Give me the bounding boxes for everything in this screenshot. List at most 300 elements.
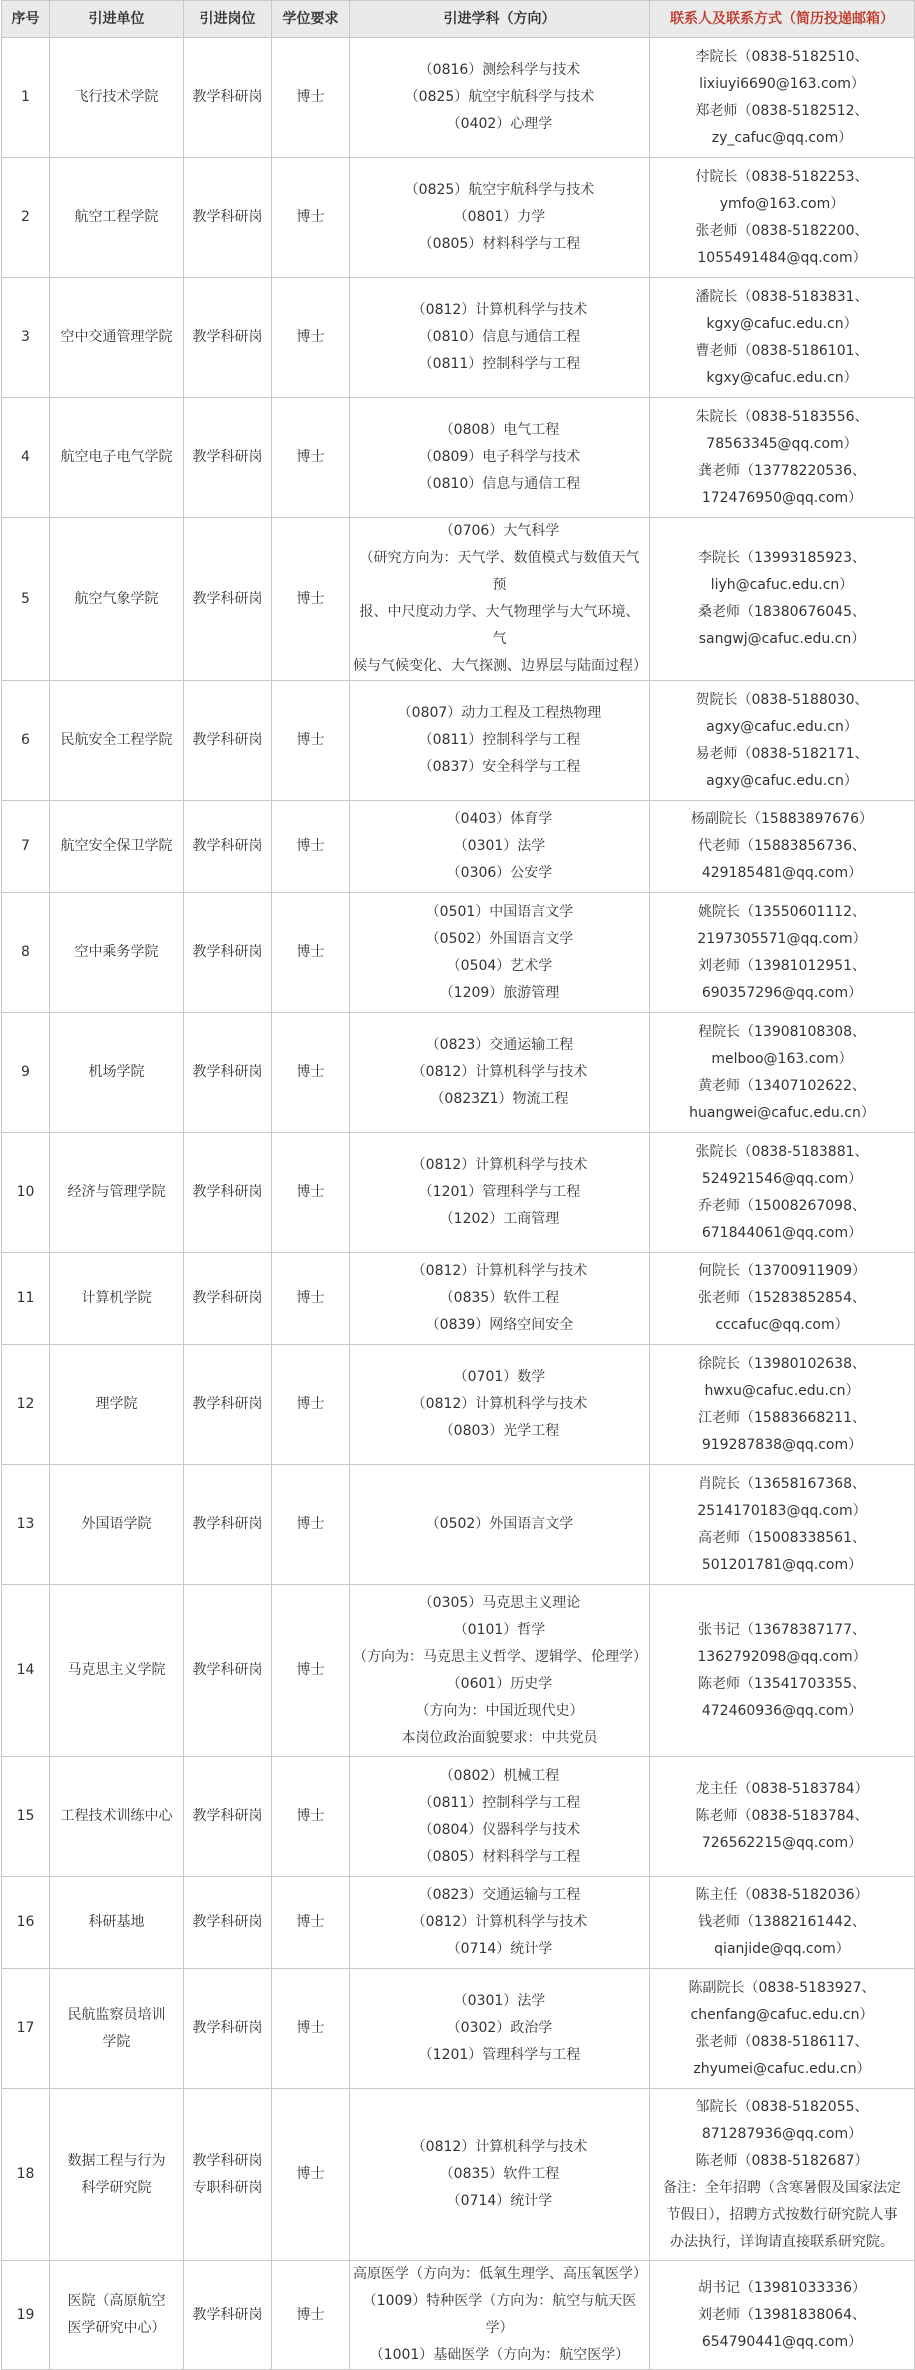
- subject-line: 本岗位政治面貌要求：中共党员: [401, 1729, 598, 1746]
- subject-line: （0802）机械工程: [439, 1767, 560, 1784]
- contact-line: chenfang@cafuc.edu.cn）: [690, 2006, 874, 2023]
- contact-line: lixiuyi6690@163.com）: [699, 75, 865, 92]
- subjects-cell: [350, 1253, 650, 1345]
- contact-line: 张老师（0838-5182200、: [695, 222, 869, 239]
- degree-cell: 博士: [272, 1757, 350, 1877]
- table-row: [2, 158, 915, 278]
- unit-cell: [50, 1465, 184, 1585]
- unit-line: 民航安全工程学院: [60, 732, 173, 748]
- header-no: 序号: [2, 1, 50, 38]
- post-cell: [184, 2261, 272, 2370]
- subject-line: （0811）控制科学与工程: [418, 1794, 581, 1811]
- contacts-cell: [650, 1585, 915, 1757]
- subject-line: （0812）计算机科学与技术: [411, 302, 588, 318]
- header-degree: 学位要求: [272, 1, 350, 38]
- table-row: [2, 1013, 915, 1133]
- unit-line: 飞行技术学院: [74, 89, 159, 105]
- table-row: [2, 1585, 915, 1757]
- post-cell: [184, 1133, 272, 1253]
- degree-cell: 博士: [272, 398, 350, 518]
- row-number: 9: [2, 1013, 50, 1133]
- contact-line: 524921546@qq.com）: [701, 1170, 863, 1187]
- contact-line: 501201781@qq.com）: [701, 1556, 863, 1573]
- post-cell: [184, 38, 272, 158]
- contact-line: 陈主任（0838-5182036）: [695, 1887, 869, 1903]
- subject-line: 候与气候变化、大气探测、边界层与陆面过程）: [353, 658, 647, 674]
- post-line: 教学科研岗: [192, 590, 263, 607]
- post-line: 教学科研岗: [192, 2152, 263, 2169]
- unit-cell: [50, 1877, 184, 1969]
- subjects-cell: [350, 1133, 650, 1253]
- contact-line: 刘老师（13981838064、: [698, 2306, 866, 2323]
- subject-line: （0816）测绘科学与技术: [418, 62, 581, 78]
- unit-cell: [50, 1013, 184, 1133]
- subject-line: （0823）交通运输工程: [425, 1037, 574, 1053]
- subject-line: （1001）基础医学（方向为：航空医学）: [369, 2347, 630, 2363]
- unit-cell: [50, 398, 184, 518]
- post-line: 教学科研岗: [192, 2306, 263, 2323]
- post-line: 教学科研岗: [192, 1808, 263, 1824]
- subject-line: （0803）光学工程: [439, 1423, 560, 1439]
- degree-cell: 博士: [272, 38, 350, 158]
- degree-cell: 博士: [272, 1465, 350, 1585]
- table-row: [2, 398, 915, 518]
- subject-line: （0403）体育学: [446, 811, 553, 827]
- degree-cell: 博士: [272, 1345, 350, 1465]
- subjects-cell: [350, 518, 650, 681]
- subjects-cell: [350, 278, 650, 398]
- contacts-cell: [650, 1345, 915, 1465]
- row-number: 7: [2, 801, 50, 893]
- subjects-cell: [350, 1969, 650, 2089]
- table-row: [2, 1877, 915, 1969]
- subject-line: （0812）计算机科学与技术: [411, 1157, 588, 1173]
- contact-line: 邹院长（0838-5182055、: [695, 2098, 869, 2115]
- subject-line: （0502）外国语言文学: [425, 1516, 574, 1532]
- subject-line: （0501）中国语言文学: [425, 903, 574, 920]
- subject-line: （0823Z1）物流工程: [430, 1091, 569, 1107]
- contacts-cell: [650, 158, 915, 278]
- subject-line: （0801）力学: [453, 209, 546, 225]
- post-cell: [184, 681, 272, 801]
- header-contacts: 联系人及联系方式（简历投递邮箱）: [650, 1, 915, 38]
- table-row: [2, 1345, 915, 1465]
- degree-cell: 博士: [272, 1877, 350, 1969]
- contact-line: 何院长（13700911909）: [698, 1263, 866, 1279]
- post-line: 教学科研岗: [192, 449, 263, 465]
- contacts-cell: [650, 1133, 915, 1253]
- subject-line: （0601）历史学: [446, 1675, 553, 1692]
- unit-cell: [50, 2089, 184, 2261]
- subject-line: （0302）政治学: [446, 2020, 553, 2036]
- unit-line: 医学研究中心）: [67, 2320, 166, 2336]
- post-cell: [184, 1757, 272, 1877]
- subject-line: （0504）艺术学: [446, 957, 553, 974]
- contacts-cell: [650, 1969, 915, 2089]
- subjects-cell: [350, 158, 650, 278]
- unit-line: 航空电子电气学院: [60, 449, 173, 465]
- post-line: 教学科研岗: [192, 329, 263, 345]
- subject-line: （0825）航空宇航科学与技术: [404, 89, 595, 105]
- unit-cell: [50, 1969, 184, 2089]
- subject-line: （0807）动力工程及工程热物理: [397, 705, 602, 721]
- row-number: 12: [2, 1345, 50, 1465]
- contacts-cell: [650, 2261, 915, 2370]
- subjects-cell: [350, 2089, 650, 2261]
- subjects-cell: [350, 893, 650, 1013]
- contact-line: 李院长（0838-5182510、: [695, 48, 869, 65]
- contact-line: 172476950@qq.com）: [701, 489, 863, 506]
- contacts-cell: [650, 1013, 915, 1133]
- row-number: 8: [2, 893, 50, 1013]
- degree-cell: 博士: [272, 1585, 350, 1757]
- post-cell: [184, 1465, 272, 1585]
- contact-line: 易老师（0838-5182171、: [695, 745, 869, 762]
- contact-line: 付院长（0838-5182253、: [695, 168, 869, 185]
- subject-line: （0402）心理学: [446, 116, 553, 132]
- unit-cell: [50, 1757, 184, 1877]
- contacts-cell: [650, 278, 915, 398]
- post-line: 教学科研岗: [192, 1064, 263, 1080]
- contacts-cell: [650, 1757, 915, 1877]
- unit-cell: [50, 1585, 184, 1757]
- subjects-cell: [350, 801, 650, 893]
- contact-line: cccafuc@qq.com）: [715, 1317, 849, 1333]
- degree-cell: 博士: [272, 1969, 350, 2089]
- contacts-cell: [650, 518, 915, 681]
- contact-line: melboo@163.com）: [711, 1050, 853, 1067]
- subject-line: （0812）计算机科学与技术: [411, 1263, 588, 1279]
- post-cell: [184, 158, 272, 278]
- table-row: [2, 1253, 915, 1345]
- header-post: 引进岗位: [184, 1, 272, 38]
- unit-line: 经济与管理学院: [67, 1184, 166, 1200]
- subjects-cell: [350, 1757, 650, 1877]
- contact-line: kgxy@cafuc.edu.cn）: [706, 315, 858, 332]
- subject-line: 高原医学（方向为：低氧生理学、高压氧医学）: [353, 2266, 647, 2282]
- row-number: 19: [2, 2261, 50, 2370]
- table-row: [2, 38, 915, 158]
- unit-line: 计算机学院: [81, 1290, 152, 1306]
- subject-line: （0812）计算机科学与技术: [411, 1396, 588, 1412]
- subjects-cell: [350, 681, 650, 801]
- subject-line: （1009）特种医学（方向为：航空与航天医学）: [362, 2293, 637, 2336]
- row-number: 10: [2, 1133, 50, 1253]
- contact-line: 429185481@qq.com）: [701, 865, 863, 881]
- subject-line: （0301）法学: [453, 1993, 546, 2009]
- post-line: 教学科研岗: [192, 1662, 263, 1678]
- unit-line: 机场学院: [88, 1064, 145, 1080]
- degree-cell: 博士: [272, 681, 350, 801]
- contact-line: 徐院长（13980102638、: [698, 1355, 866, 1372]
- subject-line: （0811）控制科学与工程: [418, 356, 581, 372]
- table-row: [2, 1465, 915, 1585]
- contact-line: zy_cafuc@qq.com）: [711, 129, 853, 146]
- unit-cell: [50, 893, 184, 1013]
- degree-cell: 博士: [272, 2261, 350, 2370]
- subject-line: （方向为：马克思主义哲学、逻辑学、伦理学）: [353, 1648, 647, 1665]
- subject-line: （0805）材料科学与工程: [418, 236, 581, 252]
- post-cell: [184, 801, 272, 893]
- contact-line: 78563345@qq.com）: [706, 435, 858, 452]
- contact-line: qianjide@qq.com）: [714, 1941, 850, 1957]
- subject-line: （0823）交通运输与工程: [418, 1887, 581, 1903]
- subjects-cell: [350, 1465, 650, 1585]
- subject-line: （0837）安全科学与工程: [418, 759, 581, 775]
- contact-line: 654790441@qq.com）: [701, 2333, 863, 2350]
- contact-line: 程院长（13908108308、: [698, 1023, 866, 1040]
- subject-line: （0101）哲学: [453, 1621, 546, 1638]
- subject-line: （1209）旅游管理: [439, 984, 560, 1001]
- post-cell: [184, 2089, 272, 2261]
- subject-line: （0301）法学: [453, 838, 546, 854]
- recruitment-table: [1, 0, 915, 2370]
- subject-line: （方向为：中国近现代史）: [415, 1702, 584, 1719]
- subject-line: （0804）仪器科学与技术: [418, 1821, 581, 1838]
- contact-line: hwxu@cafuc.edu.cn）: [704, 1382, 860, 1399]
- unit-cell: [50, 278, 184, 398]
- post-cell: [184, 1585, 272, 1757]
- unit-cell: [50, 801, 184, 893]
- contact-line: liyh@cafuc.edu.cn）: [710, 577, 854, 593]
- subject-line: （0701）数学: [453, 1369, 546, 1385]
- unit-line: 航空安全保卫学院: [60, 838, 173, 854]
- degree-cell: 博士: [272, 158, 350, 278]
- table-row: [2, 1133, 915, 1253]
- subjects-cell: [350, 38, 650, 158]
- post-cell: [184, 1253, 272, 1345]
- contact-line: 671844061@qq.com）: [701, 1224, 863, 1241]
- contact-line: 节假日），招聘方式按数行研究院人事: [666, 2206, 898, 2223]
- contact-line: 陈老师（0838-5183784、: [695, 1808, 869, 1824]
- contact-line: 江老师（15883668211、: [698, 1409, 866, 1426]
- post-cell: [184, 893, 272, 1013]
- subject-line: （0805）材料科学与工程: [418, 1848, 581, 1865]
- contact-line: 办法执行，详询请直接联系研究院。: [670, 2233, 894, 2250]
- table-row: [2, 801, 915, 893]
- row-number: 3: [2, 278, 50, 398]
- row-number: 5: [2, 518, 50, 681]
- unit-line: 科学研究院: [81, 2179, 152, 2196]
- contacts-cell: [650, 801, 915, 893]
- table-body: [2, 38, 915, 2370]
- subject-line: （1201）管理科学与工程: [418, 2047, 581, 2063]
- table-row: [2, 1969, 915, 2089]
- table-row: [2, 278, 915, 398]
- contact-line: 陈副院长（0838-5183927、: [688, 1979, 876, 1996]
- row-number: 14: [2, 1585, 50, 1757]
- unit-cell: [50, 158, 184, 278]
- degree-cell: 博士: [272, 1133, 350, 1253]
- unit-line: 空中乘务学院: [74, 944, 159, 960]
- table-row: [2, 2089, 915, 2261]
- subjects-cell: [350, 2261, 650, 2370]
- subject-line: （0839）网络空间安全: [425, 1317, 574, 1333]
- contact-line: 高老师（15008338561、: [698, 1529, 866, 1546]
- header-subjects: 引进学科（方向）: [350, 1, 650, 38]
- subject-line: （0305）马克思主义理论: [418, 1594, 581, 1611]
- contacts-cell: [650, 681, 915, 801]
- contact-line: 张老师（15283852854、: [698, 1290, 866, 1306]
- contact-line: zhyumei@cafuc.edu.cn）: [693, 2060, 871, 2077]
- subjects-cell: [350, 1585, 650, 1757]
- subject-line: （0714）统计学: [446, 1941, 553, 1957]
- contact-line: 桑老师（18380676045、: [698, 604, 866, 620]
- contact-line: 备注：全年招聘（含寒暑假及国家法定: [663, 2179, 901, 2196]
- post-line: 教学科研岗: [192, 209, 263, 225]
- subject-line: （0502）外国语言文学: [425, 930, 574, 947]
- post-line: 教学科研岗: [192, 732, 263, 748]
- contact-line: 张院长（0838-5183881、: [695, 1143, 869, 1160]
- unit-line: 空中交通管理学院: [60, 329, 173, 345]
- header-row: [2, 1, 915, 38]
- contact-line: 贺院长（0838-5188030、: [695, 691, 869, 708]
- contact-line: huangwei@cafuc.edu.cn）: [689, 1104, 875, 1121]
- subject-line: （0714）统计学: [446, 2193, 553, 2209]
- contact-line: 胡书记（13981033336）: [698, 2279, 866, 2296]
- subject-line: （0835）软件工程: [439, 1290, 560, 1306]
- contact-line: 陈老师（13541703355、: [698, 1675, 866, 1692]
- subject-line: （0809）电子科学与技术: [418, 449, 581, 465]
- header-unit: 引进单位: [50, 1, 184, 38]
- post-line: 教学科研岗: [192, 89, 263, 105]
- contact-line: 肖院长（13658167368、: [698, 1475, 866, 1492]
- contact-line: 726562215@qq.com）: [701, 1835, 863, 1851]
- post-line: 教学科研岗: [192, 2020, 263, 2036]
- contact-line: 曹老师（0838-5186101、: [695, 342, 869, 359]
- degree-cell: 博士: [272, 2089, 350, 2261]
- degree-cell: 博士: [272, 1013, 350, 1133]
- contacts-cell: [650, 1253, 915, 1345]
- row-number: 16: [2, 1877, 50, 1969]
- table-row: [2, 681, 915, 801]
- row-number: 13: [2, 1465, 50, 1585]
- post-line: 教学科研岗: [192, 1396, 263, 1412]
- row-number: 15: [2, 1757, 50, 1877]
- contacts-cell: [650, 38, 915, 158]
- contact-line: 919287838@qq.com）: [701, 1436, 863, 1453]
- unit-line: 工程技术训练中心: [60, 1808, 173, 1824]
- contact-line: ymfo@163.com）: [719, 195, 845, 212]
- subjects-cell: [350, 398, 650, 518]
- subject-line: （0306）公安学: [446, 865, 553, 881]
- table-row: [2, 893, 915, 1013]
- contact-line: agxy@cafuc.edu.cn）: [706, 772, 858, 789]
- contact-line: 张书记（13678387177、: [698, 1621, 866, 1638]
- degree-cell: 博士: [272, 893, 350, 1013]
- degree-cell: 博士: [272, 278, 350, 398]
- contact-line: 陈老师（0838-5182687）: [695, 2152, 869, 2169]
- subject-line: （0808）电气工程: [439, 422, 560, 438]
- post-line: 教学科研岗: [192, 1290, 263, 1306]
- subject-line: （0811）控制科学与工程: [418, 732, 581, 748]
- subject-line: 报、中尺度动力学、大气物理学与大气环境、气: [359, 604, 640, 647]
- subject-line: （0812）计算机科学与技术: [411, 2139, 588, 2155]
- post-cell: [184, 1345, 272, 1465]
- unit-cell: [50, 1345, 184, 1465]
- subject-line: （0810）信息与通信工程: [418, 329, 581, 345]
- contact-line: 2197305571@qq.com）: [697, 930, 867, 947]
- subject-line: （0812）计算机科学与技术: [411, 1064, 588, 1080]
- contact-line: 1055491484@qq.com）: [697, 249, 867, 266]
- unit-line: 民航监察员培训: [67, 2006, 166, 2023]
- row-number: 6: [2, 681, 50, 801]
- unit-line: 航空工程学院: [74, 209, 159, 225]
- subjects-cell: [350, 1877, 650, 1969]
- subject-line: （0812）计算机科学与技术: [411, 1914, 588, 1930]
- contacts-cell: [650, 893, 915, 1013]
- degree-cell: 博士: [272, 518, 350, 681]
- row-number: 11: [2, 1253, 50, 1345]
- contacts-cell: [650, 398, 915, 518]
- contact-line: 690357296@qq.com）: [701, 984, 863, 1001]
- contact-line: 钱老师（13882161442、: [698, 1914, 866, 1930]
- post-cell: [184, 398, 272, 518]
- unit-cell: [50, 1253, 184, 1345]
- contacts-cell: [650, 2089, 915, 2261]
- unit-cell: [50, 38, 184, 158]
- subject-line: （0810）信息与通信工程: [418, 476, 581, 492]
- post-line: 教学科研岗: [192, 1914, 263, 1930]
- post-line: 教学科研岗: [192, 1516, 263, 1532]
- contacts-cell: [650, 1877, 915, 1969]
- subject-line: （研究方向为：天气学、数值模式与数值天气预: [359, 550, 640, 593]
- contact-line: 杨副院长（15883897676）: [691, 811, 873, 827]
- unit-line: 外国语学院: [81, 1516, 152, 1532]
- table-row: [2, 1757, 915, 1877]
- table-row: [2, 518, 915, 681]
- unit-line: 学院: [102, 2033, 131, 2050]
- unit-cell: [50, 681, 184, 801]
- subject-line: （0835）软件工程: [439, 2166, 560, 2182]
- contact-line: 2514170183@qq.com）: [697, 1502, 867, 1519]
- subjects-cell: [350, 1345, 650, 1465]
- unit-cell: [50, 1133, 184, 1253]
- row-number: 17: [2, 1969, 50, 2089]
- contact-line: 郑老师（0838-5182512、: [695, 102, 869, 119]
- contact-line: 871287936@qq.com）: [701, 2125, 863, 2142]
- row-number: 1: [2, 38, 50, 158]
- unit-cell: [50, 518, 184, 681]
- post-cell: [184, 518, 272, 681]
- degree-cell: 博士: [272, 801, 350, 893]
- contact-line: 乔老师（15008267098、: [698, 1197, 866, 1214]
- post-cell: [184, 1013, 272, 1133]
- contact-line: 潘院长（0838-5183831、: [695, 288, 869, 305]
- contact-line: 李院长（13993185923、: [698, 550, 866, 566]
- unit-line: 医院（高原航空: [67, 2293, 166, 2309]
- unit-line: 理学院: [95, 1396, 138, 1412]
- subject-line: （0825）航空宇航科学与技术: [404, 182, 595, 198]
- unit-line: 马克思主义学院: [67, 1662, 166, 1678]
- contact-line: 黄老师（13407102622、: [698, 1077, 866, 1094]
- unit-line: 航空气象学院: [74, 590, 159, 607]
- unit-line: 数据工程与行为: [67, 2152, 166, 2169]
- post-cell: [184, 1969, 272, 2089]
- contact-line: 刘老师（13981012951、: [698, 957, 866, 974]
- degree-cell: 博士: [272, 1253, 350, 1345]
- contact-line: 472460936@qq.com）: [701, 1702, 863, 1719]
- post-line: 教学科研岗: [192, 944, 263, 960]
- post-cell: [184, 278, 272, 398]
- contact-line: 1362792098@qq.com）: [697, 1648, 867, 1665]
- post-cell: [184, 1877, 272, 1969]
- contact-line: 姚院长（13550601112、: [698, 903, 866, 920]
- contact-line: agxy@cafuc.edu.cn）: [706, 718, 858, 735]
- post-line: 教学科研岗: [192, 838, 263, 854]
- subjects-cell: [350, 1013, 650, 1133]
- post-line: 专职科研岗: [192, 2179, 263, 2196]
